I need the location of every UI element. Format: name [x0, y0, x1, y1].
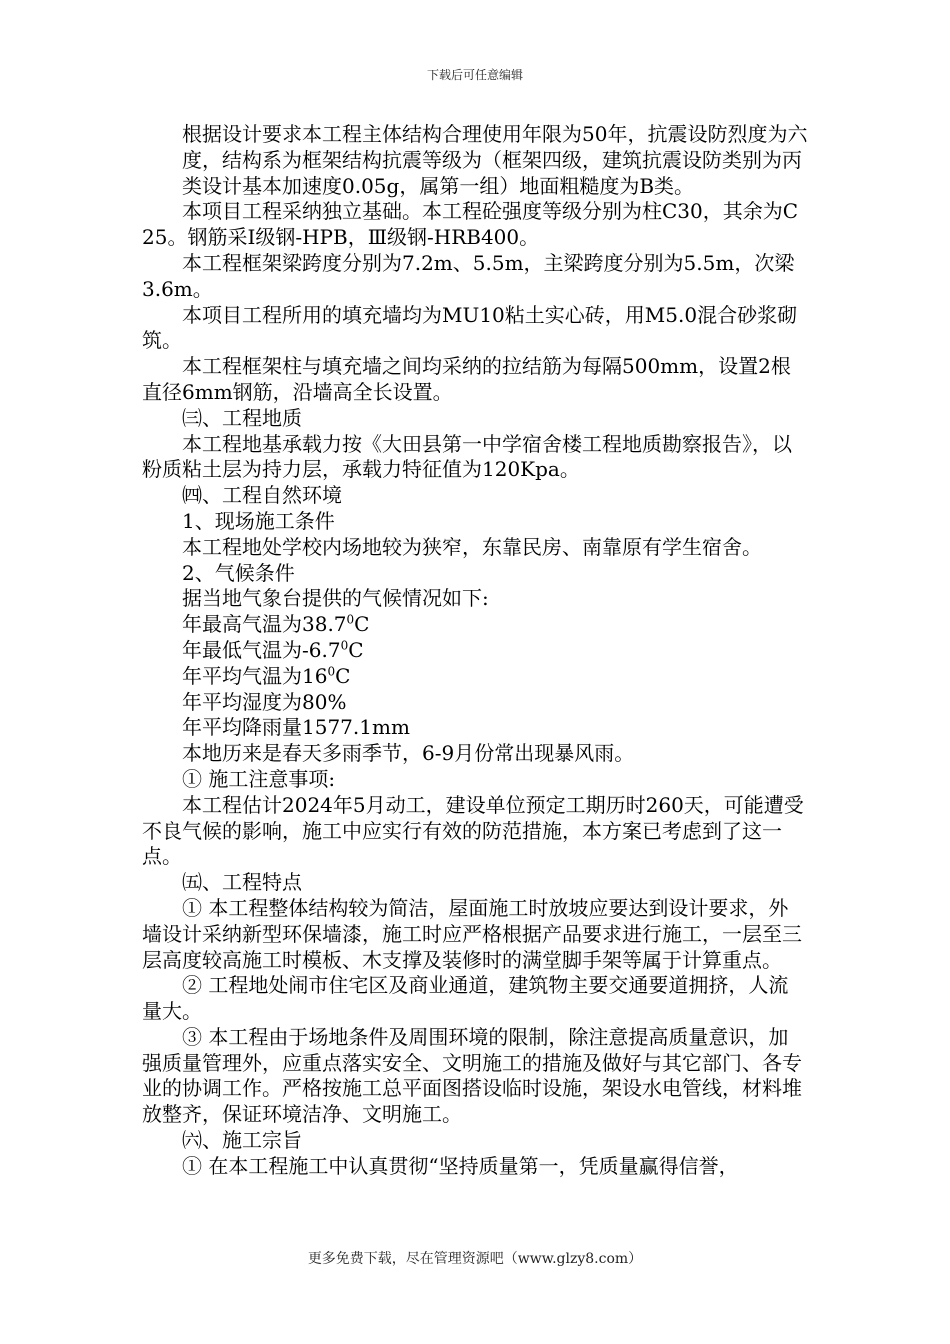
paragraph: [142, 199, 808, 251]
paragraph-text: 2、气候条件: [182, 560, 295, 585]
document-body: [142, 122, 808, 1180]
paragraph-text: ① 在本工程施工中认真贯彻“坚持质量第一，凭质量赢得信誉，: [182, 1153, 739, 1178]
paragraph: [142, 586, 808, 612]
paragraph-text: ㈥、施工宗旨: [182, 1128, 302, 1153]
paragraph: [142, 896, 808, 973]
paragraph: [142, 251, 808, 303]
page-footer: 更多免费下载，尽在管理资源吧（www.glzy8.com）: [307, 1251, 643, 1267]
paragraph: [142, 664, 808, 690]
paragraph: [142, 690, 808, 716]
unit-text: C: [348, 637, 364, 662]
paragraph: [142, 483, 808, 509]
paragraph-text: ① 本工程整体结构较为简洁，屋面施工时放坡应要达到设计要求，外墙设计采纳新型环保墙漆，施工时应严格根据产品要求进行施工，一层至三层高度较高施工时模板、木支撑及装修时的满堂脚手架等属于计算重点。: [142, 895, 802, 972]
degree-superscript: 0: [340, 638, 349, 653]
unit-text: C: [335, 663, 351, 688]
paragraph: [142, 122, 808, 199]
paragraph-text: 年最低气温为-6.7: [182, 637, 341, 662]
page-header: 下载后可任意编辑: [426, 68, 523, 82]
paragraph: [142, 1025, 808, 1128]
paragraph: [142, 509, 808, 535]
paragraph-text: 本工程框架梁跨度分别为7.2m、5.5m，主梁跨度分别为5.5m，次梁3.6m。: [142, 250, 795, 301]
paragraph: [142, 973, 808, 1025]
paragraph: [142, 793, 808, 870]
paragraph: [142, 638, 808, 664]
paragraph: [142, 741, 808, 767]
paragraph-text: 年平均降雨量1577.1mm: [182, 715, 410, 740]
paragraph-text: 本项目工程所用的填充墙均为MU10粘土实心砖，用M5.0混合砂浆砌筑。: [142, 302, 798, 353]
paragraph: [142, 870, 808, 896]
paragraph-text: ㈢、工程地质: [182, 405, 302, 430]
paragraph: [142, 406, 808, 432]
paragraph-text: ② 工程地处闹市住宅区及商业通道，建筑物主要交通要道拥挤，人流量大。: [142, 973, 789, 1024]
paragraph-text: 1、现场施工条件: [182, 508, 335, 533]
unit-text: C: [354, 612, 370, 637]
degree-superscript: 0: [327, 664, 336, 679]
paragraph: [142, 354, 808, 406]
paragraph-text: 本项目工程采纳独立基础。本工程砼强度等级分别为柱C30，其余为C25。钢筋采Ⅰ级钢-HPB，Ⅲ级钢-HRB400。: [142, 199, 799, 250]
paragraph-text: 本工程估计2024年5月动工，建设单位预定工期历时260天，可能遭受不良气候的影响，施工中应实行有效的防范措施，本方案已考虑到了这一点。: [142, 792, 804, 869]
paragraph-text: ㈣、工程自然环境: [182, 483, 342, 508]
paragraph: [142, 767, 808, 793]
paragraph-text: 年平均气温为16: [182, 663, 328, 688]
paragraph-text: 年平均湿度为80%: [182, 689, 347, 714]
paragraph-text: 年最高气温为38.7: [182, 612, 347, 637]
paragraph: [142, 432, 808, 484]
degree-superscript: 0: [346, 612, 355, 627]
paragraph-text: 本地历来是春天多雨季节，6-9月份常出现暴风雨。: [182, 741, 635, 766]
paragraph-text: 本工程框架柱与填充墙之间均采纳的拉结筋为每隔500mm，设置2根直径6mm钢筋，沿墙高全长设置。: [142, 354, 791, 404]
paragraph: [142, 715, 808, 741]
paragraph-text: 据当地气象台提供的气候情况如下:: [182, 586, 489, 611]
paragraph-text: 本工程地基承载力按《大田县第一中学宿舍楼工程地质勘察报告》，以粉质粘土层为持力层，承载力特征值为120Kpa。: [142, 431, 792, 482]
paragraph: [142, 561, 808, 587]
paragraph: [142, 303, 808, 355]
paragraph-text: ③ 本工程由于场地条件及周围环境的限制，除注意提高质量意识，加强质量管理外，应重点落实安全、文明施工的措施及做好与其它部门、各专业的协调工作。严格按施工总平面图搭设临时设施，架设水电管线，材料堆放整齐，保证环境洁净、文明施工。: [142, 1024, 802, 1127]
paragraph: [142, 1154, 808, 1180]
paragraph-text: ㈤、工程特点: [182, 870, 302, 895]
paragraph-text: 本工程地处学校内场地较为狭窄，东靠民房、南靠原有学生宿舍。: [182, 534, 762, 559]
paragraph: [142, 1128, 808, 1154]
paragraph-text: ① 施工注意事项:: [182, 766, 336, 791]
paragraph: [142, 535, 808, 561]
paragraph-text: 根据设计要求本工程主体结构合理使用年限为50年，抗震设防烈度为六度，结构系为框架结构抗震等级为（框架四级，建筑抗震设防类别为丙类设计基本加速度0.05g，属第一组）地面粗糙度为B类。: [182, 122, 808, 198]
paragraph: [142, 612, 808, 638]
